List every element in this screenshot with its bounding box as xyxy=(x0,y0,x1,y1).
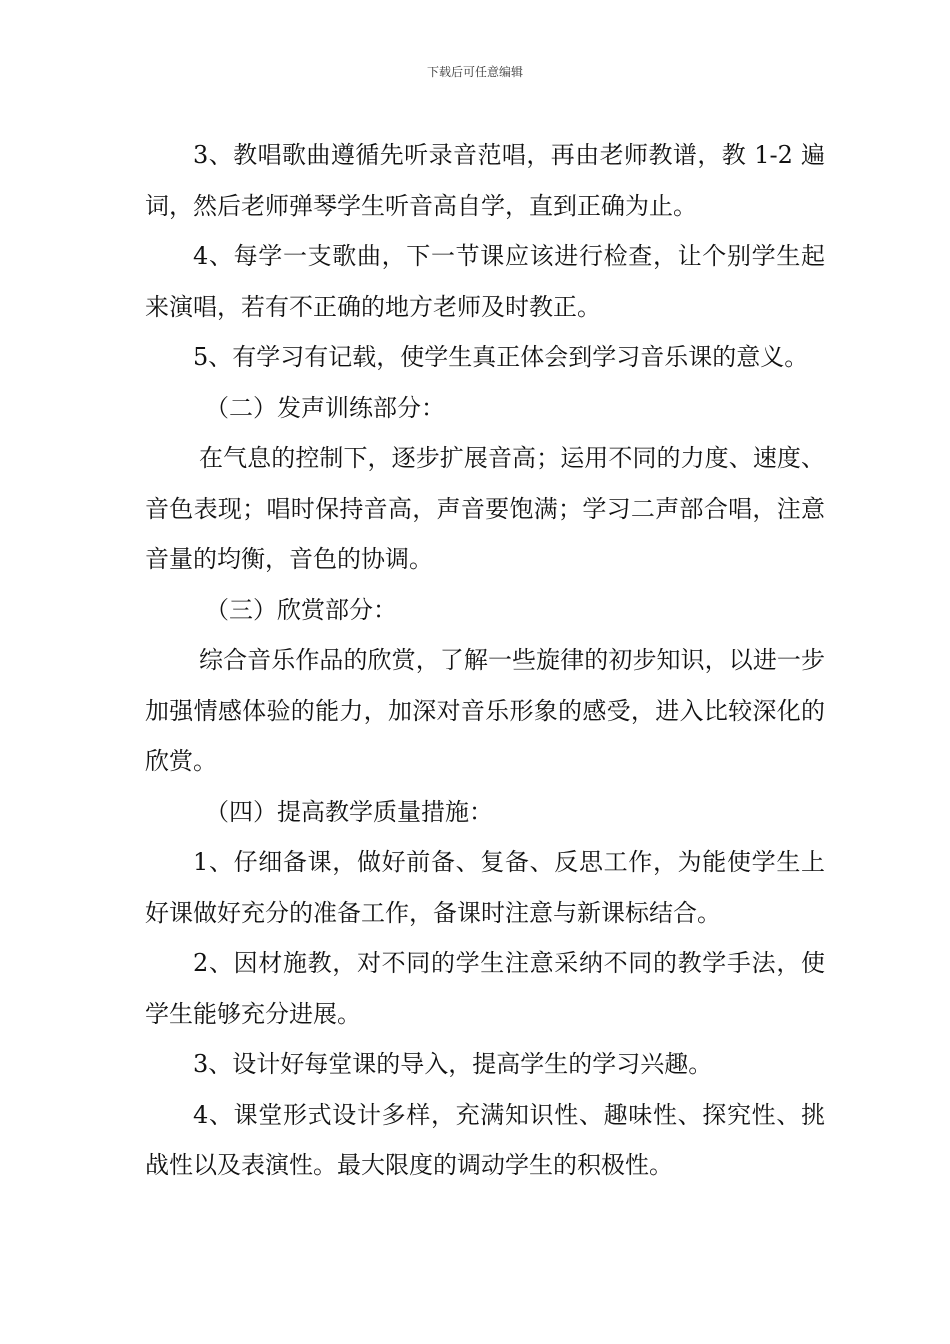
section-heading-vocal-training: （二）发声训练部分： xyxy=(205,393,445,422)
paragraph-measure-4: 4、课堂形式设计多样，充满知识性、趣味性、探究性、挑战性以及表演性。最大限度的调动学生的积极性。 xyxy=(145,1100,825,1179)
paragraph-appreciation: 综合音乐作品的欣赏，了解一些旋律的初步知识，以进一步加强情感体验的能力，加深对音乐形象的感受，进入比较深化的欣赏。 xyxy=(145,646,825,775)
document-body xyxy=(145,130,825,1191)
section-heading-appreciation: （三）欣赏部分： xyxy=(205,595,397,624)
paragraph-item-5-records: 5、有学习有记载，使学生真正体会到学习音乐课的意义。 xyxy=(193,343,809,371)
paragraph-vocal-training: 在气息的控制下，逐步扩展音高；运用不同的力度、速度、音色表现；唱时保持音高，声音要饱满；学习二声部合唱，注意音量的均衡，音色的协调。 xyxy=(145,444,825,573)
paragraph-item-4-check-songs: 4、每学一支歌曲，下一节课应该进行检查，让个别学生起来演唱，若有不正确的地方老师及时教正。 xyxy=(145,242,825,321)
paragraph-measure-3: 3、设计好每堂课的导入，提高学生的学习兴趣。 xyxy=(193,1050,713,1078)
page-header: 下载后可任意编辑 xyxy=(426,65,523,79)
paragraph-measure-2: 2、因材施教，对不同的学生注意采纳不同的教学手法，使学生能够充分进展。 xyxy=(145,949,825,1028)
section-heading-quality-measures: （四）提高教学质量措施： xyxy=(205,797,493,826)
paragraph-item-3-teaching-songs: 3、教唱歌曲遵循先听录音范唱，再由老师教谱，教 1-2 遍词，然后老师弹琴学生听音高自学，直到正确为止。 xyxy=(145,141,825,220)
paragraph-measure-1: 1、仔细备课，做好前备、复备、反思工作，为能使学生上好课做好充分的准备工作，备课时注意与新课标结合。 xyxy=(145,848,825,927)
